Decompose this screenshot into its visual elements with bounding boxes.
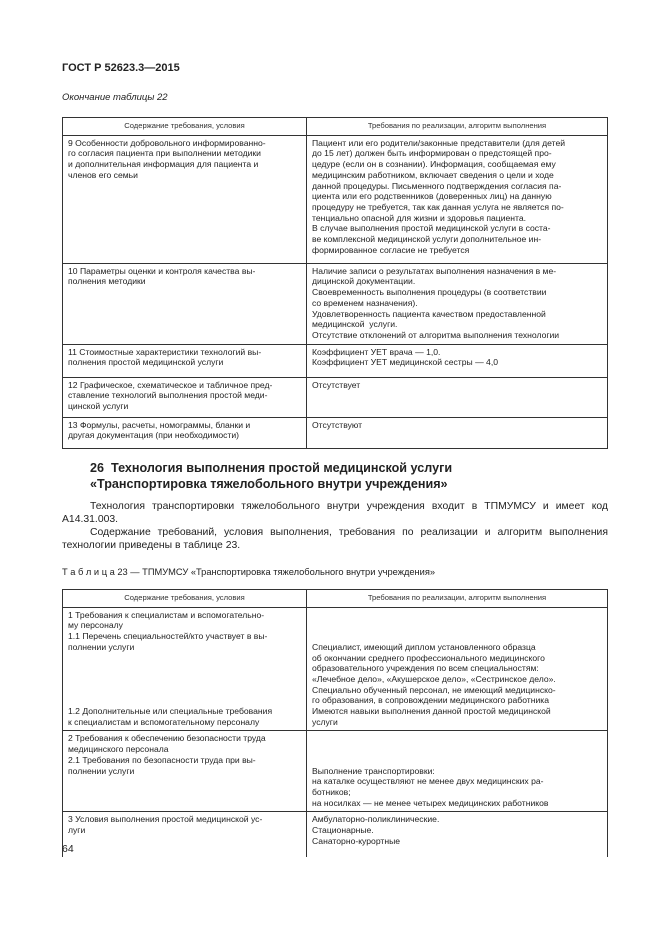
table-row [63,812,608,858]
table-cell: 3 Условия выполнения простой медицинской ус- луги [63,812,307,858]
table-cell: 12 Графическое, схематическое и табличное пред- ставление технологий выполнения простой меди- цинской услуги [63,377,307,417]
table-caption: Т а б л и ц а 23 — ТПМУМСУ «Транспортировка тяжелобольного внутри учреждения» [62,567,436,577]
table-cell: Пациент или его родители/законные представители (для детей до 15 лет) должен быть информирован о предстоящей про- цедуре (если он в сознании). Информация, сообщаемая ему медицинским работником, включает сведения о цели и ходе данной процедуры. Письменного подтверждения согласия па- циента или его родственников (доверенных лиц) на данную процедуру не требуется, так как данная услуга не является по- тенциально опасной для жизни и здоровья пациента. В случае выполнения простой медицинской услуги в соста- ве комплексной медицинской услуги дополнительное ин- формированное согласие не требуется [307,135,608,263]
paragraph: Содержание требований, условия выполнения, требования по реализации и алгоритм выполнения технологии приведены в таблице 23. [62,527,608,552]
page-number: 64 [62,843,74,855]
table-cell: Отсутствует [307,377,608,417]
paragraph: Технология транспортировки тяжелобольного внутри учреждения входит в ТПМУМСУ и имеет код А14.31.003. [62,501,608,526]
table-continuation-label: Окончание таблицы 22 [62,92,168,103]
column-header: Содержание требования, условия [63,590,307,608]
table-cell: 10 Параметры оценки и контроля качества вы- полнения методики [63,263,307,344]
table-header-row [63,118,608,136]
document-header: ГОСТ Р 52623.3—2015 [62,62,180,74]
section-heading: 26 Технология выполнения простой медицинской услуги «Транспортировка тяжелобольного внутри учреждения» [90,461,453,491]
table-row [63,607,608,731]
table-22 [62,117,608,449]
column-header: Содержание требования, условия [63,118,307,136]
table-cell: Амбулаторно-поликлинические. Стационарные. Санаторно-курортные [307,812,608,858]
table-cell: Специалист, имеющий диплом установленного образца об окончании среднего профессионального медицинского образовательного учреждения по всем специальностям: «Лечебное дело», «Акушерское дело», «Сестринское дело». Специально обученный персонал, не имеющий медицинско- го образования, в сопровождении медицинского работника Имеются навыки выполнения данной простой медицинской услуги [307,607,608,731]
table-cell: Отсутствуют [307,417,608,448]
table-cell: 2 Требования к обеспечению безопасности труда медицинского персонала 2.1 Требования по безопасности труда при вы- полнении услуги [63,731,307,812]
table-cell: 9 Особенности добровольного информированно- го согласия пациента при выполнении методики и дополнительная информация для пациента и членов его семьи [63,135,307,263]
table-row [63,263,608,344]
table-row [63,344,608,377]
table-cell: 11 Стоимостные характеристики технологий вы- полнения простой медицинской услуги [63,344,307,377]
table-cell: Наличие записи о результатах выполнения назначения в ме- дицинской документации. Своевременность выполнения процедуры (в соответствии со временем назначения). Удовлетворенность пациента качеством предоставленной медицинской услуги. Отсутствие отклонений от алгоритма выполнения технологии [307,263,608,344]
table-row [63,377,608,417]
table-23 [62,589,608,857]
table-cell: 13 Формулы, расчеты, номограммы, бланки и другая документация (при необходимости) [63,417,307,448]
table-row [63,135,608,263]
table-row [63,731,608,812]
table-cell: Выполнение транспортировки: на каталке осуществляют не менее двух медицинских ра- ботников; на носилках — не менее четырех медицинских работников [307,731,608,812]
table-cell: 1 Требования к специалистам и вспомогательно- му персоналу 1.1 Перечень специальностей/кто участвует в вы- полнении услуги 1.2 Дополнительные или специальные требования к специалистам и вспомогательному персоналу [63,607,307,731]
table-row [63,417,608,448]
column-header: Требования по реализации, алгоритм выполнения [307,590,608,608]
table-header-row [63,590,608,608]
table-cell: Коэффициент УЕТ врача — 1,0. Коэффициент УЕТ медицинской сестры — 4,0 [307,344,608,377]
column-header: Требования по реализации, алгоритм выполнения [307,118,608,136]
